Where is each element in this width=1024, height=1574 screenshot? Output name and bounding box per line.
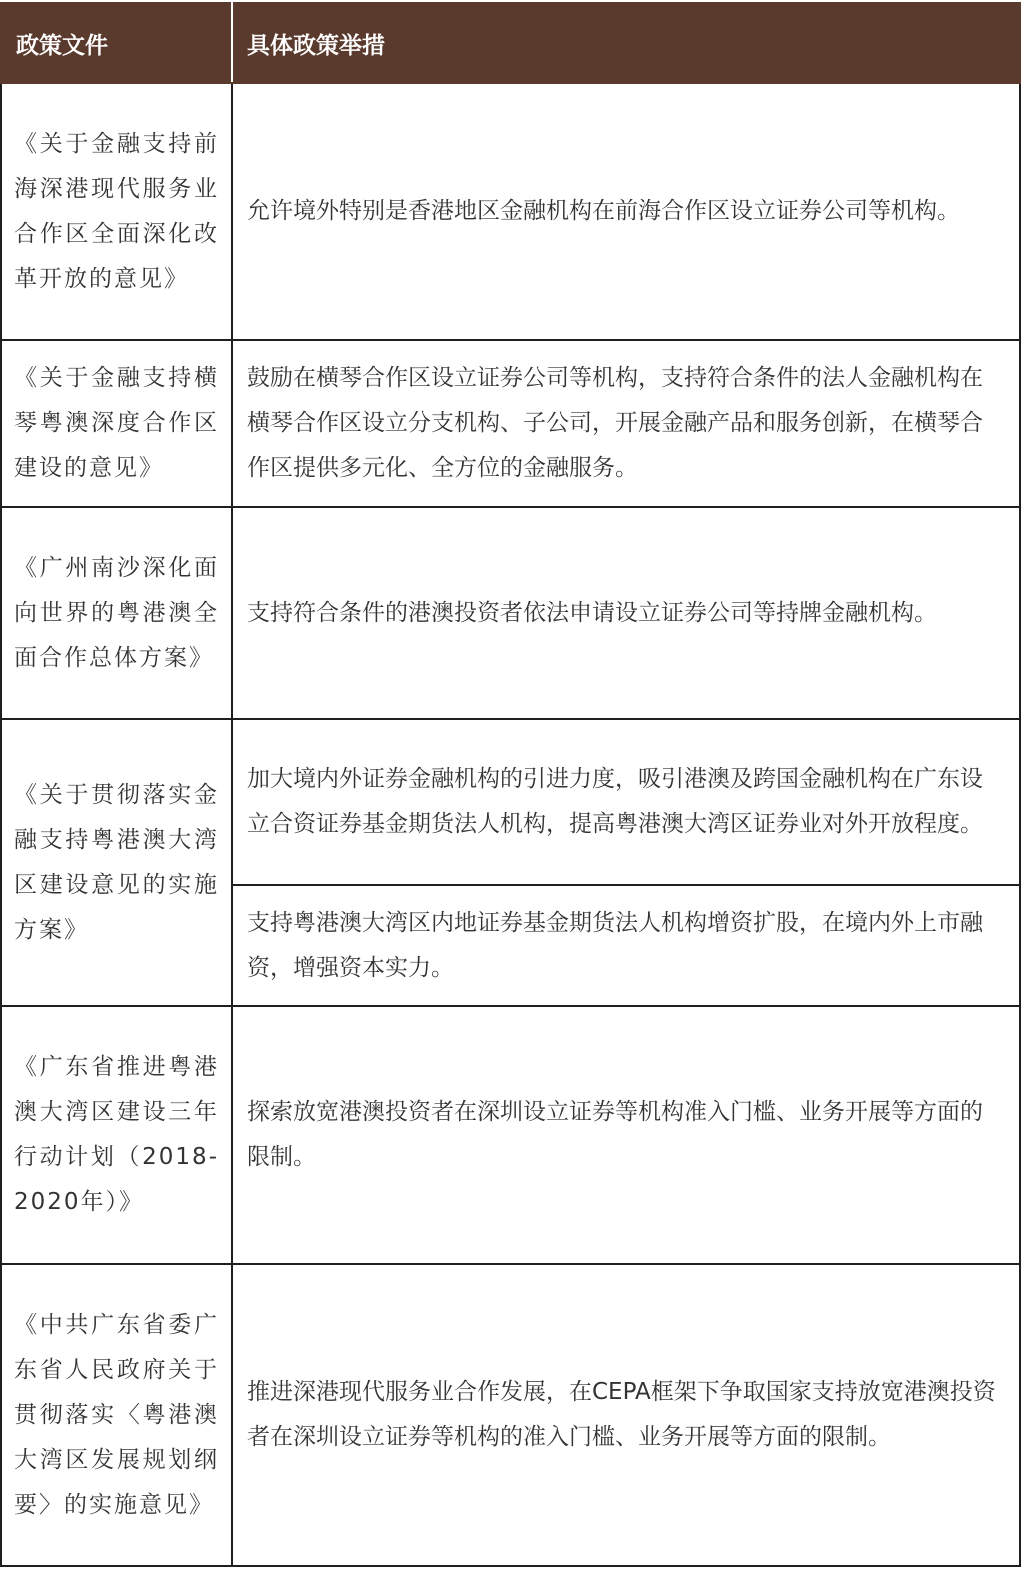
table-header	[1, 3, 1020, 83]
policy-measure-cell: 探索放宽港澳投资者在深圳设立证券等机构准入门槛、业务开展等方面的限制。	[232, 1006, 1020, 1264]
header-policy-document: 政策文件	[1, 3, 232, 83]
policy-measure-cell: 推进深港现代服务业合作发展，在CEPA框架下争取国家支持放宽港澳投资者在深圳设立证券等机构的准入门槛、业务开展等方面的限制。	[232, 1264, 1020, 1566]
table-row	[1, 1006, 1020, 1264]
table-row	[1, 507, 1020, 719]
policy-document-cell: 《关于金融支持前海深港现代服务业合作区全面深化改革开放的意见》	[1, 83, 232, 340]
policy-document-cell: 《中共广东省委广东省人民政府关于贯彻落实〈粤港澳大湾区发展规划纲要〉的实施意见》	[1, 1264, 232, 1566]
table-body	[1, 83, 1020, 1566]
policy-measure-cell: 加大境内外证券金融机构的引进力度，吸引港澳及跨国金融机构在广东设立合资证券基金期货法人机构，提高粤港澳大湾区证券业对外开放程度。	[232, 719, 1020, 885]
policy-measure-cell: 允许境外特别是香港地区金融机构在前海合作区设立证券公司等机构。	[232, 83, 1020, 340]
table-row	[1, 83, 1020, 340]
table-row	[1, 340, 1020, 507]
policy-measure-cell: 支持符合条件的港澳投资者依法申请设立证券公司等持牌金融机构。	[232, 507, 1020, 719]
table-row	[1, 719, 1020, 885]
policy-table	[0, 2, 1021, 1567]
policy-document-cell: 《广州南沙深化面向世界的粤港澳全面合作总体方案》	[1, 507, 232, 719]
policy-document-cell: 《关于贯彻落实金融支持粤港澳大湾区建设意见的实施方案》	[1, 719, 232, 1006]
header-row	[1, 3, 1020, 83]
policy-measure-cell: 支持粤港澳大湾区内地证券基金期货法人机构增资扩股，在境内外上市融资，增强资本实力。	[232, 885, 1020, 1006]
policy-document-cell: 《关于金融支持横琴粤澳深度合作区建设的意见》	[1, 340, 232, 507]
policy-measure-cell: 鼓励在横琴合作区设立证券公司等机构，支持符合条件的法人金融机构在横琴合作区设立分支机构、子公司，开展金融产品和服务创新，在横琴合作区提供多元化、全方位的金融服务。	[232, 340, 1020, 507]
table-row	[1, 1264, 1020, 1566]
policy-document-cell: 《广东省推进粤港澳大湾区建设三年行动计划（2018-2020年）》	[1, 1006, 232, 1264]
header-policy-measures: 具体政策举措	[232, 3, 1020, 83]
